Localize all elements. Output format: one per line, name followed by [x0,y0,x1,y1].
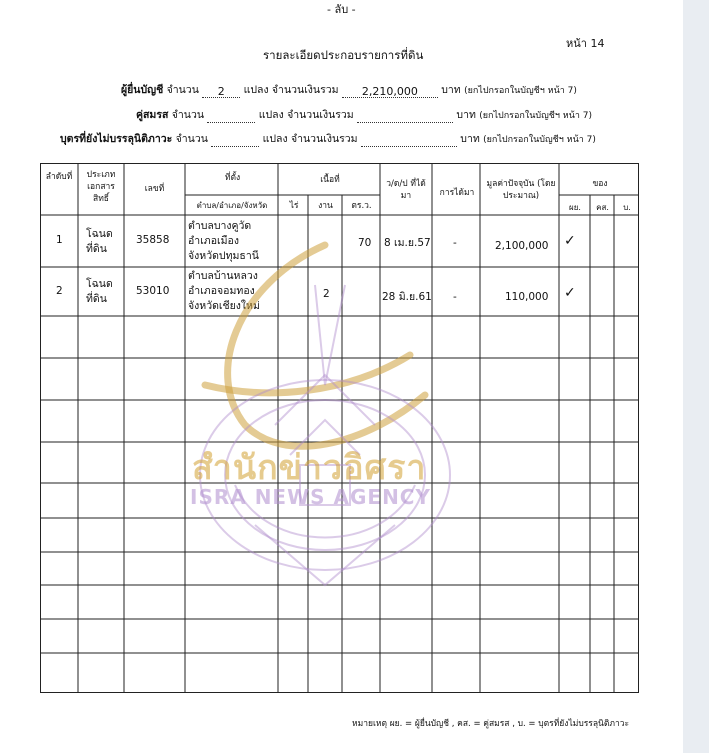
summary-unit: แปลง จำนวนเงินรวม [262,133,358,145]
summary-count [207,110,255,123]
summary-amount [361,134,457,147]
watermark-thai: สำนักข่าวอิศรา [192,448,427,488]
summary-who: คู่สมรส [136,109,169,121]
row-doc-no: 53010 [136,285,170,297]
summary-count-label: จำนวน [166,84,199,96]
row-location-1: ตำบลบ้านหลวง [188,270,258,282]
header-doc-type: ประเภทเอกสารสิทธิ์ [86,170,116,204]
summary-note: (ยกไปกรอกในบัญชีฯ หน้า 7) [464,86,577,96]
row-acquire: - [453,237,457,249]
header-own-child: บ. [623,203,631,212]
row-check-declarant: ✓ [564,285,576,301]
row-sqwa: 70 [358,237,372,249]
land-table [40,163,639,693]
header-acquire: การได้มา [439,188,475,198]
header-rai: ไร่ [289,201,299,211]
header-location: ที่ตั้ง [224,173,241,183]
row-location-3: จังหวัดเชียงใหม่ [188,300,260,312]
row-doc-no: 35858 [136,234,170,246]
row-no: 2 [56,285,63,297]
header-sqwa: ตร.ว. [351,201,372,211]
row-doc-type: โฉนดที่ดิน [86,228,113,255]
row-location-3: จังหวัดปทุมธานี [188,250,259,262]
row-location-1: ตำบลบางคูวัด [188,220,252,232]
summary-amount: 2,210,000 [342,85,438,98]
row-check-declarant: ✓ [564,233,576,249]
summary-currency: บาท [460,133,480,145]
summary-count-label: จำนวน [175,133,208,145]
header-owner: ของ [592,179,608,189]
summary-row-child [60,130,596,147]
summary-count [211,134,259,147]
header-area: เนื้อที่ [320,175,340,185]
row-location-2: อำเภอเมือง [188,235,239,247]
summary-count-label: จำนวน [171,109,205,121]
summary-note: (ยกไปกรอกในบัญชีฯ หน้า 7) [479,111,593,121]
watermark-english: ISRA NEWS AGENCY [190,485,431,509]
row-location-2: อำเภอจอมทอง [188,285,255,297]
summary-who: ผู้ยื่นบัญชี [121,84,164,96]
summary-amount [357,110,453,123]
header-location-sub: ตำบล/อำเภอ/จังหวัด [196,201,268,210]
header-date: ว/ด/ป ที่ได้มา [386,179,426,201]
row-acquire: - [453,291,457,303]
summary-unit: แปลง จำนวนเงินรวม [243,84,339,96]
row-ngan: 2 [323,288,330,300]
summary-row-spouse [136,106,592,123]
footnote: หมายเหตุ ผย. = ผู้ยื่นบัญชี , คส. = คู่สมรส , บ. = บุตรที่ยังไม่บรรลุนิติภาวะ [352,719,630,729]
header-value: มูลค่าปัจจุบัน (โดยประมาณ) [486,179,556,201]
header-own-spouse: คส. [596,203,609,212]
summary-unit: แปลง จำนวนเงินรวม [258,109,354,121]
row-no: 1 [56,234,63,246]
summary-who: บุตรที่ยังไม่บรรลุนิติภาวะ [60,133,173,145]
viewer-side-strip [683,0,709,753]
summary-count: 2 [202,85,240,98]
row-value: 110,000 [505,291,549,303]
page-number: หน้า 14 [566,37,605,50]
summary-note: (ยกไปกรอกในบัญชีฯ หน้า 7) [483,135,596,145]
summary-row-declarant [121,81,577,98]
table-grid [40,163,639,693]
summary-currency: บาท [441,84,461,96]
summary-currency: บาท [456,109,476,121]
header-no: ลำดับที่ [45,172,73,182]
row-value: 2,100,000 [495,240,549,252]
secret-label: - ลับ - [327,3,356,16]
page-title: รายละเอียดประกอบรายการที่ดิน [263,48,424,62]
header-doc-no: เลขที่ [144,184,165,194]
row-date: 8 เม.ย.57 [384,237,431,249]
row-doc-type: โฉนดที่ดิน [86,278,113,305]
header-own-declarant: ผย. [569,203,581,212]
header-ngan: งาน [318,201,333,211]
row-date: 28 มิ.ย.61 [382,291,432,303]
